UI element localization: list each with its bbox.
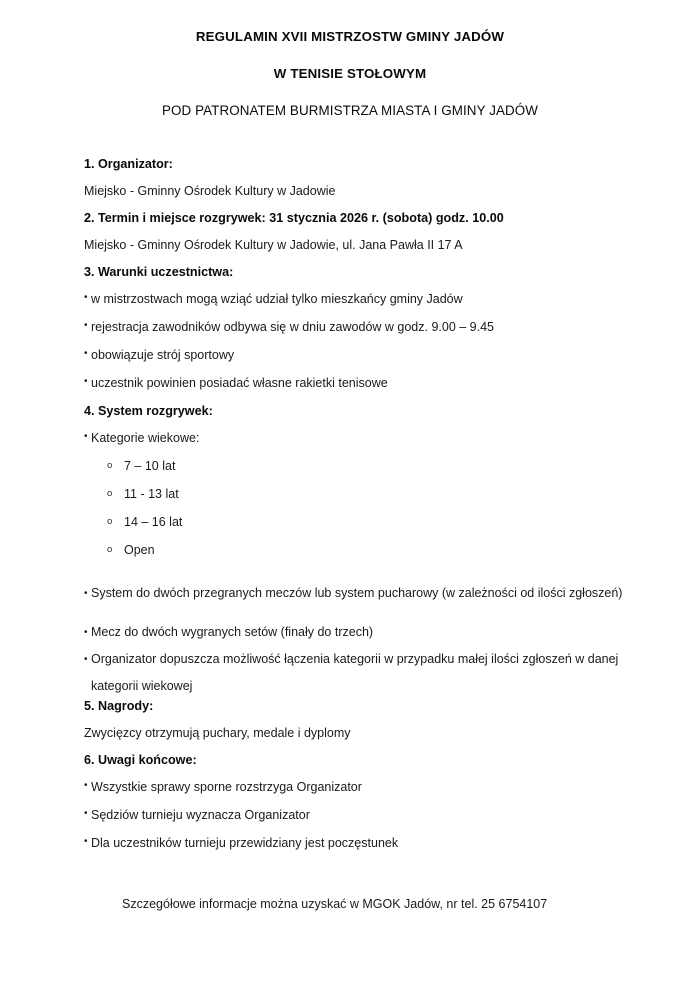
bullet-icon: • xyxy=(84,376,88,387)
bullet-icon: • xyxy=(84,348,88,359)
title-line-1: REGULAMIN XVII MISTRZOSTW GMINY JADÓW xyxy=(195,29,505,44)
list-item xyxy=(84,646,630,700)
age-categories-label: Kategorie wiekowe: xyxy=(91,431,200,445)
section-5-heading: 5. Nagrody: xyxy=(84,699,154,713)
list-item-label: obowiązuje strój sportowy xyxy=(91,348,235,362)
circle-bullet-icon: o xyxy=(107,488,113,499)
list-item-label: Wszystkie sprawy sporne rozstrzyga Organizator xyxy=(91,780,362,794)
section-6-heading-row xyxy=(84,754,630,781)
section-3-heading: 3. Warunki uczestnictwa: xyxy=(84,265,234,279)
bullet-icon: • xyxy=(84,654,88,665)
bullet-icon: • xyxy=(84,808,88,819)
age-category-label: Open xyxy=(124,543,155,557)
list-item-label: Sędziów turnieju wyznacza Organizator xyxy=(91,808,310,822)
document-title-block xyxy=(0,0,700,117)
bullet-icon: • xyxy=(84,320,88,331)
list-item-label: w mistrzostwach mogą wziąć udział tylko mieszkańcy gminy Jadów xyxy=(91,292,463,306)
sub-list-item xyxy=(84,460,630,488)
title-line-3-patronage: POD PATRONATEM BURMISTRZA MIASTA I GMINY JADÓW xyxy=(161,102,539,118)
list-item-label: Organizator dopuszcza możliwość łączenia kategorii w przypadku małej ilości zgłoszeń w danej kategorii wiekowej xyxy=(91,652,619,693)
section-1-body: Miejsko - Gminny Ośrodek Kultury w Jadowie xyxy=(84,184,336,198)
list-item xyxy=(84,809,630,837)
list-item xyxy=(84,619,630,646)
spacer xyxy=(84,607,630,619)
spacer xyxy=(84,572,630,580)
list-item xyxy=(84,293,630,321)
footer-text: Szczegółowe informacje można uzyskać w MGOK Jadów, nr tel. 25 6754107 xyxy=(122,897,548,911)
section-6-heading: 6. Uwagi końcowe: xyxy=(84,753,197,767)
section-3-heading-row xyxy=(84,266,630,293)
section-2-body: Miejsko - Gminny Ośrodek Kultury w Jadowie, ul. Jana Pawła II 17 A xyxy=(84,238,463,252)
title-line-2: W TENISIE STOŁOWYM xyxy=(273,66,427,82)
list-item xyxy=(84,781,630,809)
bullet-icon: • xyxy=(84,627,88,638)
section-1-body-row xyxy=(84,185,630,212)
footer-contact-info xyxy=(0,865,700,911)
age-category-label: 14 – 16 lat xyxy=(124,515,183,529)
list-item-label: System do dwóch przegranych meczów lub system pucharowy (w zależności od ilości zgłoszeń) xyxy=(91,586,623,600)
sub-list-item xyxy=(84,488,630,516)
sub-list-item xyxy=(84,544,630,572)
list-item xyxy=(84,580,630,607)
list-item-label: uczestnik powinien posiadać własne rakietki tenisowe xyxy=(91,376,388,390)
sub-list-item xyxy=(84,516,630,544)
bullet-icon: • xyxy=(84,292,88,303)
list-item-label: Mecz do dwóch wygranych setów (finały do trzech) xyxy=(91,625,374,639)
section-1-heading: 1. Organizator: xyxy=(84,157,173,171)
circle-bullet-icon: o xyxy=(107,516,113,527)
circle-bullet-icon: o xyxy=(107,544,113,555)
age-category-label: 7 – 10 lat xyxy=(124,459,176,473)
list-item xyxy=(84,432,630,460)
circle-bullet-icon: o xyxy=(107,460,113,471)
bullet-icon: • xyxy=(84,780,88,791)
list-item xyxy=(84,837,630,865)
section-4-heading: 4. System rozgrywek: xyxy=(84,404,213,418)
list-item xyxy=(84,377,630,405)
section-5-heading-row xyxy=(84,700,630,727)
bullet-icon: • xyxy=(84,431,88,442)
section-2-heading: 2. Termin i miejsce rozgrywek: 31 stycznia 2026 r. (sobota) godz. 10.00 xyxy=(84,211,504,225)
section-2-body-row xyxy=(84,239,630,266)
section-1-heading-row xyxy=(84,158,630,185)
list-item xyxy=(84,349,630,377)
bullet-icon: • xyxy=(84,588,88,599)
bullet-icon: • xyxy=(84,836,88,847)
section-5-body: Zwycięzcy otrzymują puchary, medale i dyplomy xyxy=(84,726,351,740)
list-item-label: Dla uczestników turnieju przewidziany jest poczęstunek xyxy=(91,836,399,850)
document-body xyxy=(0,117,700,865)
age-category-label: 11 - 13 lat xyxy=(124,487,179,501)
list-item xyxy=(84,321,630,349)
list-item-label: rejestracja zawodników odbywa się w dniu zawodów w godz. 9.00 – 9.45 xyxy=(91,320,495,334)
section-4-heading-row xyxy=(84,405,630,432)
section-2-heading-row xyxy=(84,212,630,239)
section-5-body-row xyxy=(84,727,630,754)
